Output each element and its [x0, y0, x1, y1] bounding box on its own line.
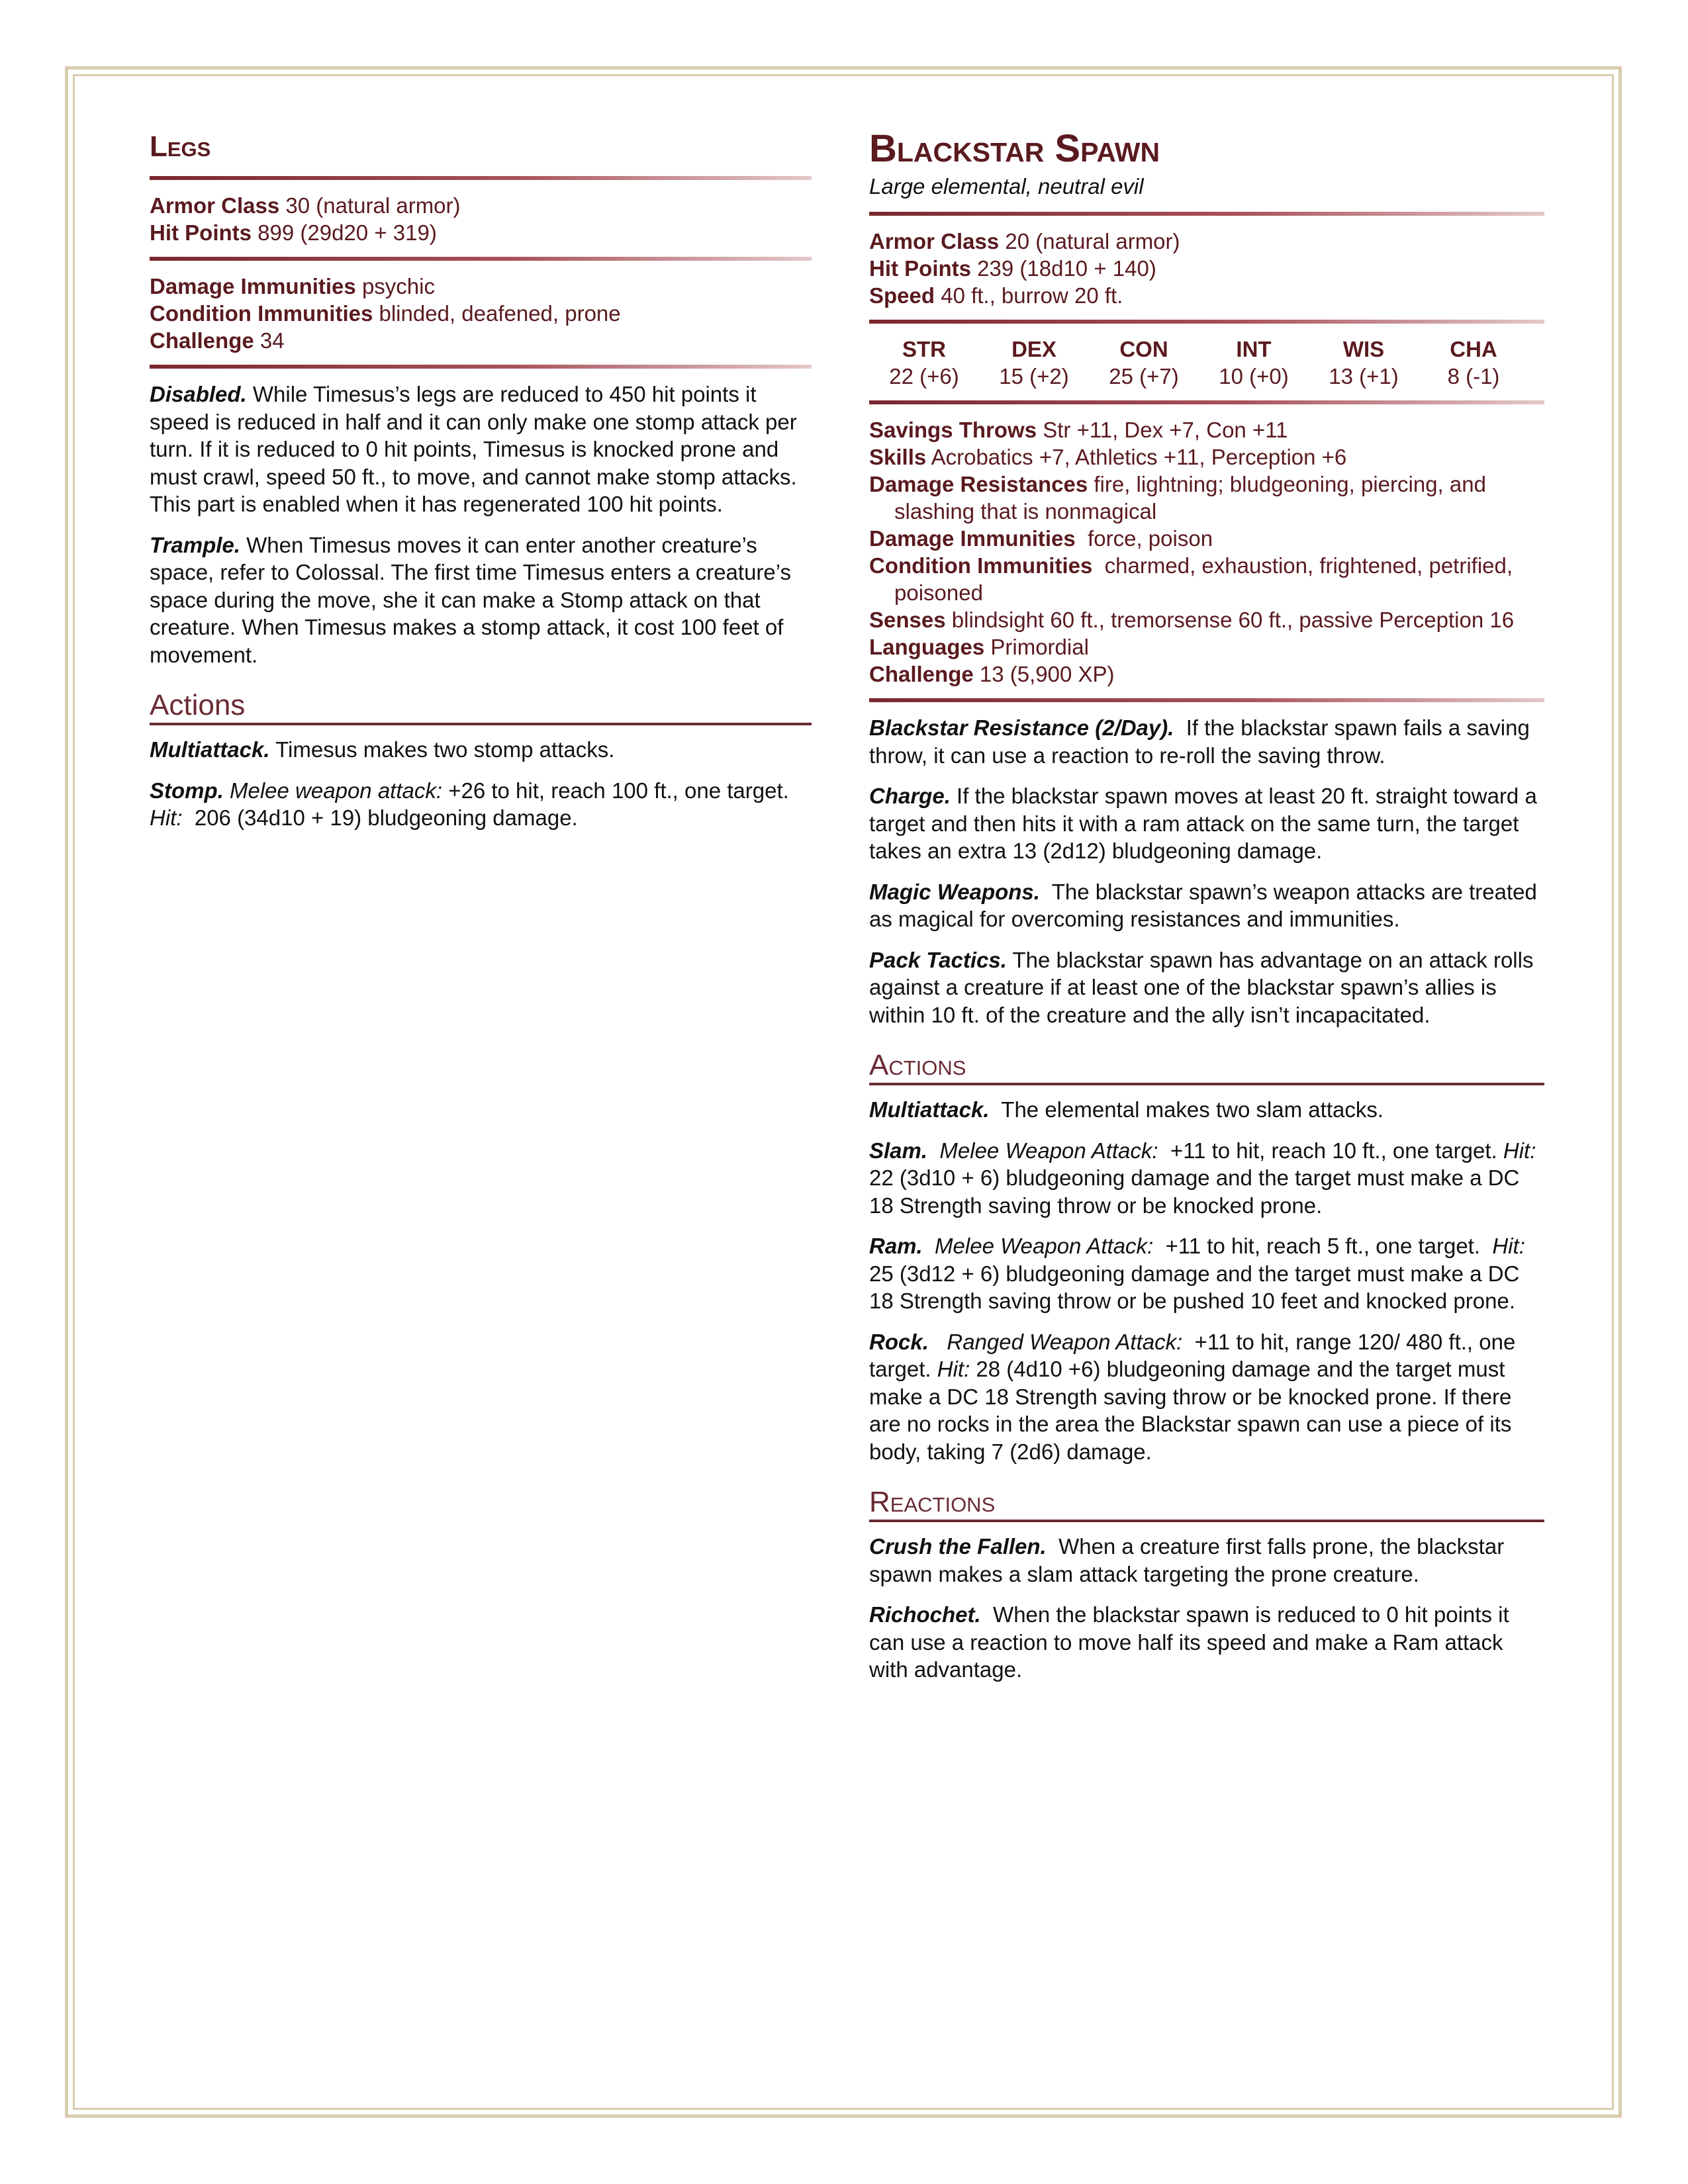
ability-wis: WIS 13 (+1) [1329, 337, 1399, 388]
action-rock: Rock. Ranged Weapon Attack: +11 to hit, range 120/ 480 ft., one target. Hit: 28 (4d10 +6) bludgeoning damage and the target must make a DC 18 Strength saving throw or be knocked prone. If there are no rocks in the area the Blackstar spawn can use a piece of its body, taking 7 (2d6) damage. [869, 1329, 1516, 1464]
action-slam: Slam. Melee Weapon Attack: +11 to hit, reach 10 ft., one target. Hit: 22 (3d10 + 6) bludgeoning damage and the target must make a DC 18 Strength saving throw or be knocked prone. [869, 1138, 1536, 1218]
action-stomp: Stomp. Melee weapon attack: +26 to hit, reach 100 ft., one target. Hit: 206 (34d10 + 19) bludgeoning damage. [150, 778, 789, 830]
divider [150, 257, 812, 261]
languages-row: Languages Primordial [869, 635, 1089, 659]
armor-class-row: Armor Class 20 (natural armor) [869, 229, 1180, 253]
damage-immunities-row: Damage Immunities psychic [150, 274, 435, 298]
ability-str: STR 22 (+6) [889, 337, 959, 388]
hit-points-row: Hit Points 899 (29d20 + 319) [150, 220, 437, 245]
action-multiattack: Multiattack. The elemental makes two slam attacks. [869, 1097, 1384, 1122]
reaction-richochet: Richochet. When the blackstar spawn is reduced to 0 hit points it can use a reaction to move half its speed and make a Ram attack with advantage. [869, 1602, 1509, 1682]
action-multiattack: Multiattack. Timesus makes two stomp attacks. [150, 737, 615, 762]
monster-name: Blackstar Spawn [869, 127, 1160, 170]
divider [869, 212, 1544, 216]
trait-magic-weapons: Magic Weapons. The blackstar spawn’s weapon attacks are treated as magical for overcoming resistances and immunities. [869, 879, 1537, 931]
trait-pack-tactics: Pack Tactics. The blackstar spawn has advantage on an attack rolls against a creature if at least one of the blackstar spawn’s allies is within 10 ft. of the creature and the ally isn’t incapacitated. [869, 947, 1534, 1027]
ability-int: INT 10 (+0) [1219, 337, 1289, 388]
challenge-row: Challenge 13 (5,900 XP) [869, 662, 1115, 686]
action-ram: Ram. Melee Weapon Attack: +11 to hit, reach 5 ft., one target. Hit: 25 (3d12 + 6) bludgeoning damage and the target must make a DC 18 Strength saving throw or be pushed 10 feet and knocked prone. [869, 1234, 1525, 1313]
trait-charge: Charge. If the blackstar spawn moves at least 20 ft. straight toward a target and then hits it with a ram attack on the same turn, the target takes an extra 13 (2d12) bludgeoning damage. [869, 784, 1537, 863]
monster-type: Large elemental, neutral evil [869, 174, 1144, 199]
reaction-crush-the-fallen: Crush the Fallen. When a creature first falls prone, the blackstar spawn makes a slam attack targeting the prone creature. [869, 1534, 1505, 1586]
reactions-heading: Reactions [869, 1485, 1544, 1522]
challenge-row: Challenge 34 [150, 328, 285, 353]
ability-cha: CHA 8 (-1) [1447, 337, 1500, 388]
divider [869, 320, 1544, 324]
skills-row: Skills Acrobatics +7, Athletics +11, Perception +6 [869, 445, 1347, 469]
actions-heading: Actions [150, 688, 812, 725]
ability-dex: DEX 15 (+2) [999, 337, 1069, 388]
hit-points-row: Hit Points 239 (18d10 + 140) [869, 256, 1156, 281]
divider [150, 365, 812, 369]
divider [150, 176, 812, 180]
condition-immunities-row: Condition Immunities charmed, exhaustion, frightened, petrified, poisoned [869, 553, 1513, 605]
senses-row: Senses blindsight 60 ft., tremorsense 60 ft., passive Perception 16 [869, 608, 1515, 632]
ability-con: CON 25 (+7) [1109, 337, 1179, 388]
armor-class-row: Armor Class 30 (natural armor) [150, 193, 461, 218]
damage-resistances-row: Damage Resistances fire, lightning; bludgeoning, piercing, and slashing that is nonmagical [869, 472, 1486, 523]
saving-throws-row: Savings Throws Str +11, Dex +7, Con +11 [869, 418, 1288, 442]
divider [869, 400, 1544, 404]
trait-blackstar-resistance: Blackstar Resistance (2/Day). If the blackstar spawn fails a saving throw, it can use a reaction to re-roll the saving throw. [869, 715, 1530, 768]
legs-title: Legs [150, 130, 211, 163]
ability-scores [869, 336, 1531, 390]
condition-immunities-row: Condition Immunities blinded, deafened, prone [150, 301, 621, 326]
trait-trample: Trample. When Timesus moves it can enter another creature’s space, refer to Colossal. The first time Timesus enters a creature’s space during the move, she it can make a Stomp attack on that creature. When Timesus makes a stomp attack, it cost 100 feet of movement. [150, 532, 792, 667]
legs-stat-block [150, 126, 812, 845]
divider [869, 698, 1544, 702]
damage-immunities-row: Damage Immunities force, poison [869, 526, 1213, 551]
actions-heading: Actions [869, 1048, 1544, 1085]
blackstar-spawn-stat-block [869, 126, 1544, 1697]
trait-disabled: Disabled. While Timesus’s legs are reduced to 450 hit points it speed is reduced in half and it can only make one stomp attack per turn. If it is reduced to 0 hit points, Timesus is knocked prone and must crawl, speed 50 ft., to move, and cannot make stomp attacks. This part is enabled when it has regenerated 100 hit points. [150, 382, 797, 516]
speed-row: Speed 40 ft., burrow 20 ft. [869, 283, 1123, 308]
